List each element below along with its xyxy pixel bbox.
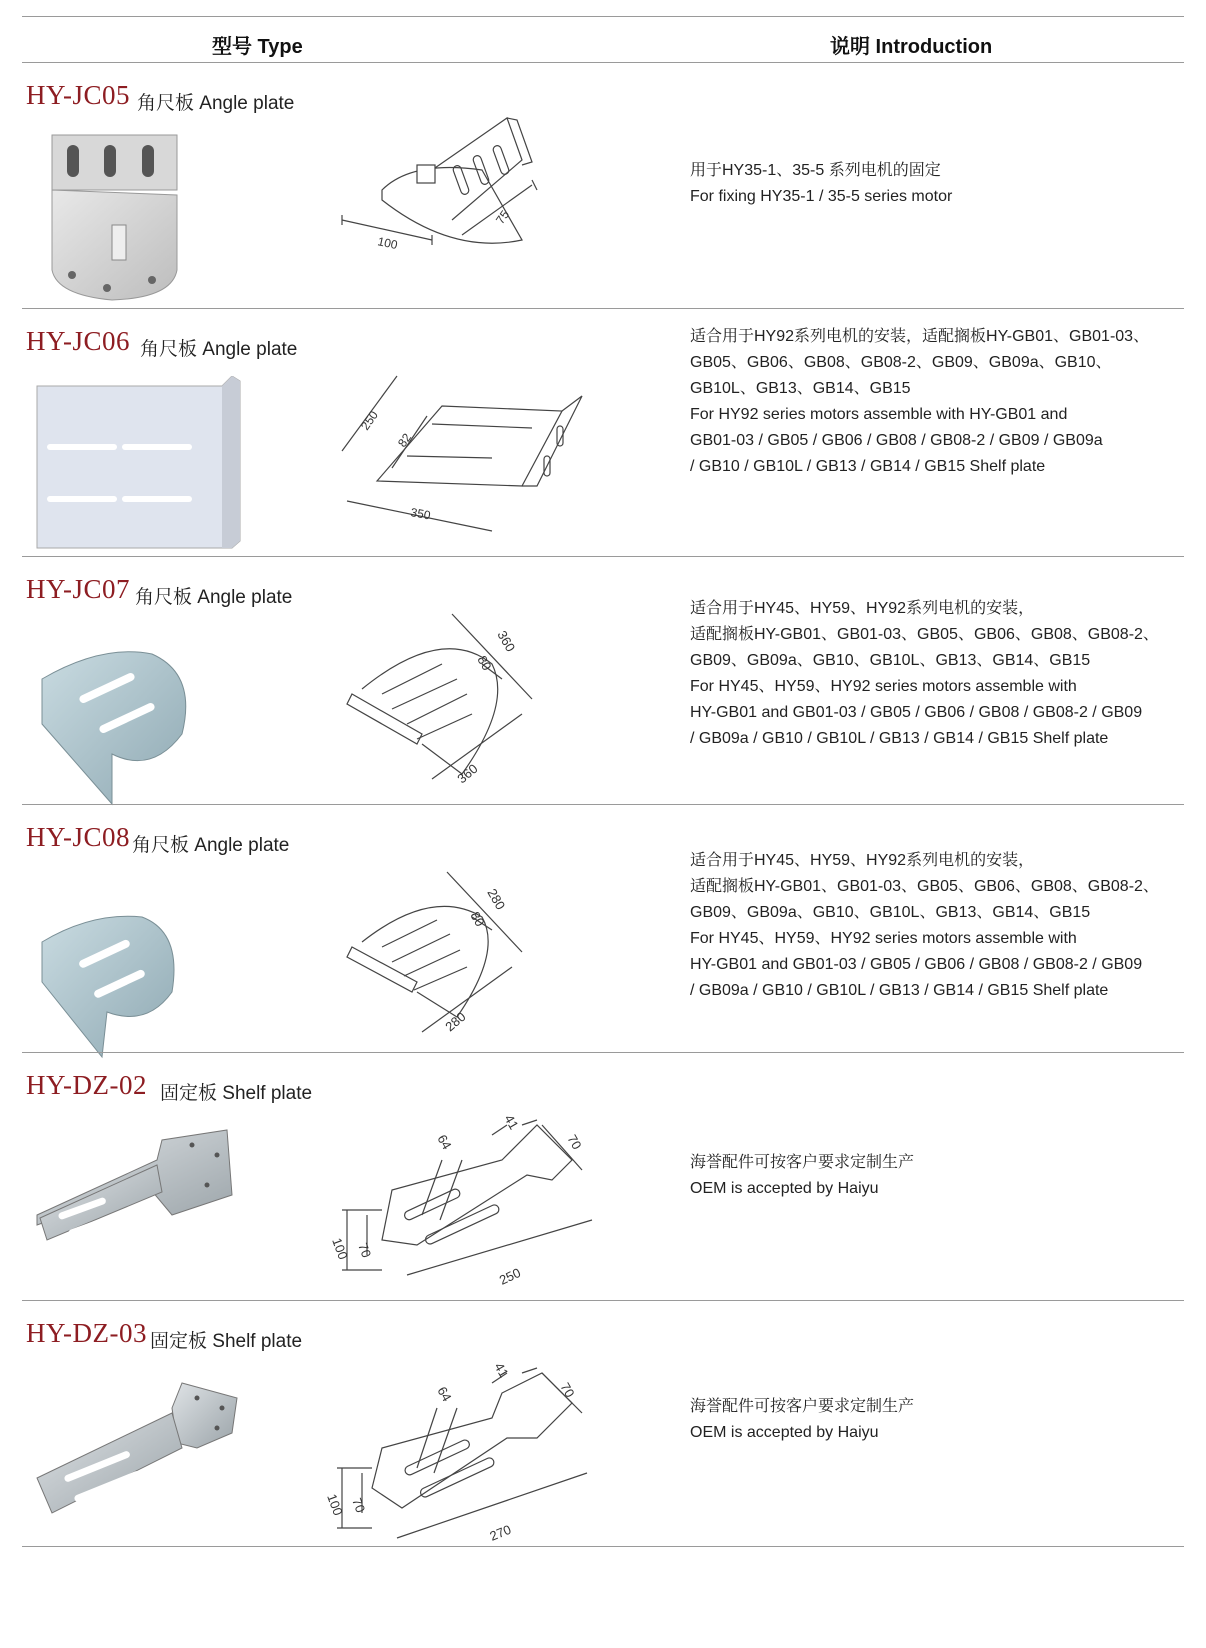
dimension-label: 41 (501, 1112, 522, 1133)
dimension-label: 82 (394, 430, 415, 450)
technical-drawing (322, 1348, 652, 1563)
model-number: HY-JC08 (26, 822, 131, 852)
header-rule (22, 62, 1184, 63)
product-description (690, 1394, 914, 1446)
description-line: 适配搁板HY-GB01、GB01-03、GB05、GB06、GB08、GB08-2、 (690, 626, 1159, 643)
technical-drawing (322, 1100, 652, 1315)
product-row-hy-jc05 (22, 70, 1184, 332)
product-photo (32, 130, 292, 320)
description-line: 用于HY35-1、35-5 系列电机的固定 (690, 162, 941, 179)
row-divider (22, 804, 1184, 805)
product-photo (32, 376, 292, 566)
table-header (22, 18, 1184, 64)
dimension-label: 70 (355, 1240, 375, 1260)
product-photo (32, 872, 292, 1062)
description-line: GB05、GB06、GB08、GB08-2、GB09、GB09a、GB10、 (690, 354, 1112, 371)
description-line: OEM is accepted by Haiyu (690, 1180, 879, 1197)
product-photo (32, 1368, 292, 1558)
product-name: 角尺板 Angle plate (137, 93, 295, 114)
product-name: 角尺板 Angle plate (140, 339, 298, 360)
dimension-label: 280 (442, 1008, 469, 1035)
row-divider (22, 308, 1184, 309)
dimension-label: 250 (496, 1264, 523, 1288)
dimension-label: 75 (492, 207, 513, 227)
row-divider (22, 1052, 1184, 1053)
description-line: HY-GB01 and GB01-03 / GB05 / GB06 / GB08 / GB08-2 / GB09 (690, 704, 1143, 721)
product-name: 角尺板 Angle plate (132, 835, 290, 856)
product-description (690, 1150, 914, 1202)
product-description (690, 848, 1159, 1004)
dimension-label: 80 (474, 653, 495, 674)
description-line: GB01-03 / GB05 / GB06 / GB08 / GB08-2 / GB09 / GB09a (690, 432, 1103, 449)
dimension-label: 100 (324, 1491, 346, 1518)
description-line: 适合用于HY92系列电机的安装，适配搁板HY-GB01、GB01-03、 (690, 328, 1150, 345)
model-number: HY-JC06 (26, 326, 131, 356)
dimension-label: 250 (357, 408, 381, 433)
product-row-hy-jc08 (22, 812, 1184, 1074)
description-line: GB10L、GB13、GB14、GB15 (690, 380, 911, 397)
dimension-label: 70 (557, 1380, 578, 1401)
dimension-label: 64 (434, 1132, 455, 1153)
description-line: 适合用于HY45、HY59、HY92系列电机的安装， (690, 600, 1035, 617)
description-line: For HY92 series motors assemble with HY-GB01 and (690, 406, 1068, 423)
dimension-label: 270 (487, 1521, 514, 1544)
product-row-hy-dz-03 (22, 1308, 1184, 1570)
description-line: GB09、GB09a、GB10、GB10L、GB13、GB14、GB15 (690, 652, 1091, 669)
dimension-label: 80 (467, 909, 488, 930)
technical-drawing (322, 356, 652, 571)
product-row-hy-jc07 (22, 564, 1184, 826)
product-row-hy-jc06 (22, 316, 1184, 578)
product-photo (32, 624, 292, 814)
model-number: HY-JC07 (26, 574, 131, 604)
description-line: For fixing HY35-1 / 35-5 series motor (690, 188, 953, 205)
row-divider (22, 1300, 1184, 1301)
description-line: GB09、GB09a、GB10、GB10L、GB13、GB14、GB15 (690, 904, 1091, 921)
type-column-header: 型号 Type (212, 36, 303, 58)
product-row-hy-dz-02 (22, 1060, 1184, 1322)
introduction-column-header: 说明 Introduction (830, 36, 993, 58)
description-line: HY-GB01 and GB01-03 / GB05 / GB06 / GB08 / GB08-2 / GB09 (690, 956, 1143, 973)
dimension-label: 360 (494, 628, 519, 655)
product-name: 固定板 Shelf plate (150, 1331, 303, 1352)
product-description (690, 324, 1149, 480)
dimension-label: 70 (564, 1132, 585, 1153)
model-number: HY-DZ-02 (26, 1070, 147, 1100)
dimension-label: 280 (484, 886, 509, 913)
dimension-label: 100 (376, 234, 399, 253)
model-number: HY-JC05 (26, 80, 131, 110)
bottom-rule (22, 1546, 1184, 1547)
model-number: HY-DZ-03 (26, 1318, 147, 1348)
dimension-label: 100 (329, 1235, 351, 1262)
dimension-label: 64 (434, 1384, 455, 1405)
dimension-label: 360 (454, 760, 481, 787)
product-description (690, 158, 952, 210)
technical-drawing (322, 852, 652, 1067)
technical-drawing (322, 110, 652, 325)
description-line: / GB09a / GB10 / GB10L / GB13 / GB14 / GB15 Shelf plate (690, 982, 1109, 999)
row-divider (22, 556, 1184, 557)
description-line: OEM is accepted by Haiyu (690, 1424, 879, 1441)
product-name: 固定板 Shelf plate (160, 1083, 313, 1104)
product-description (690, 596, 1159, 752)
dimension-label: 350 (409, 505, 432, 523)
description-line: 适合用于HY45、HY59、HY92系列电机的安装， (690, 852, 1035, 869)
top-rule (22, 16, 1184, 17)
description-line: For HY45、HY59、HY92 series motors assemble with (690, 678, 1077, 695)
dimension-label: 41 (491, 1360, 512, 1381)
description-line: For HY45、HY59、HY92 series motors assemble with (690, 930, 1077, 947)
product-name: 角尺板 Angle plate (135, 587, 293, 608)
description-line: 海誉配件可按客户要求定制生产 (690, 1154, 915, 1171)
description-line: 海誉配件可按客户要求定制生产 (690, 1398, 915, 1415)
description-line: / GB10 / GB10L / GB13 / GB14 / GB15 Shelf plate (690, 458, 1046, 475)
dimension-label: 70 (349, 1495, 369, 1515)
description-line: / GB09a / GB10 / GB10L / GB13 / GB14 / GB15 Shelf plate (690, 730, 1109, 747)
description-line: 适配搁板HY-GB01、GB01-03、GB05、GB06、GB08、GB08-2、 (690, 878, 1159, 895)
technical-drawing (322, 604, 652, 819)
product-photo (32, 1120, 292, 1310)
